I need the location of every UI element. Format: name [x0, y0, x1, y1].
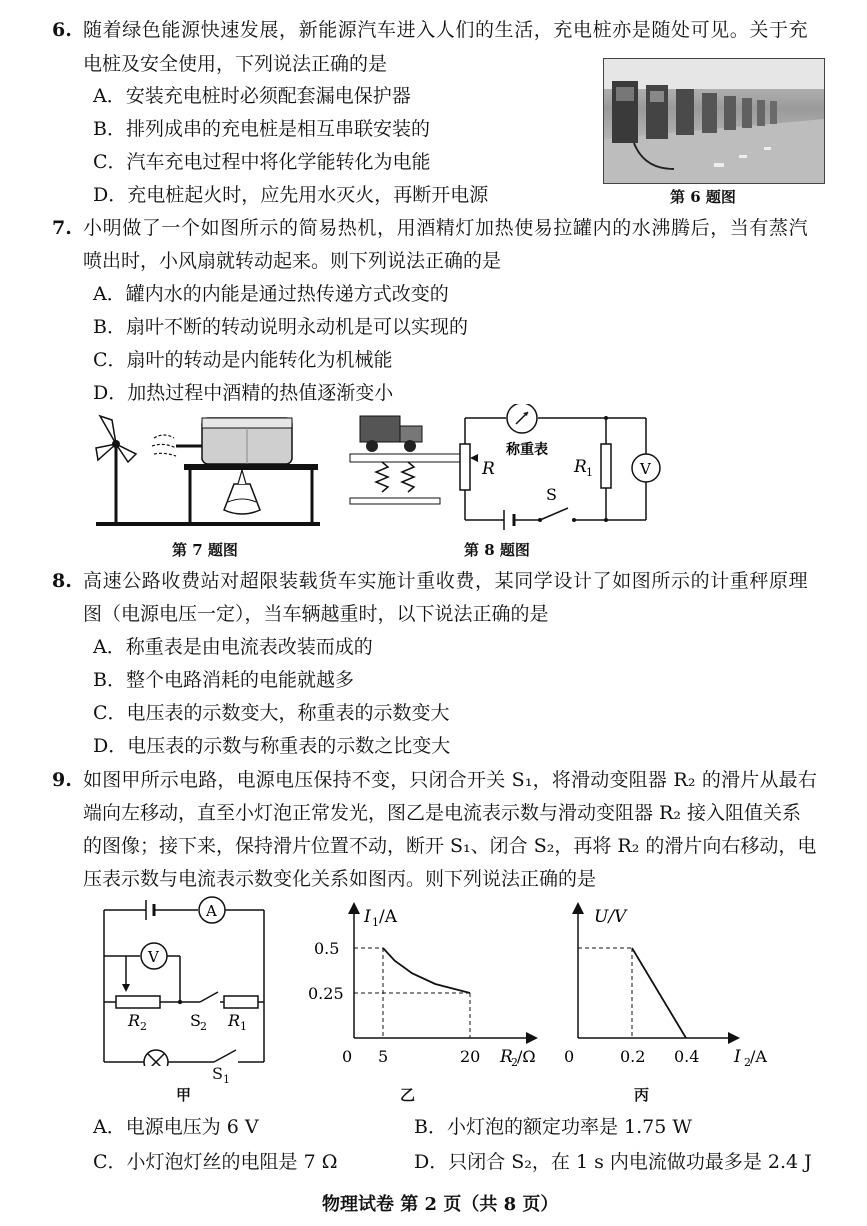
q6-number: 6. — [52, 19, 72, 41]
q9-stem-line3: 的图像；接下来，保持滑片位置不动，断开 S₁、闭合 S₂，再将 R₂ 的滑片向右移动，电 — [83, 835, 817, 857]
q7-option-b: B．扇叶不断的转动说明永动机是可以实现的 — [93, 316, 468, 338]
q9-option-d: D．只闭合 S₂，在 1 s 内电流做功最多是 2.4 J — [414, 1151, 812, 1173]
yi-ylabel: I — [364, 907, 371, 927]
r1-jia-subscript: 1 — [240, 1020, 247, 1033]
q7-option-a: A．罐内水的内能是通过热传递方式改变的 — [93, 283, 449, 305]
yi-ylabel-sub: 1 — [372, 916, 379, 929]
q8-option-b: B．整个电路消耗的电能就越多 — [93, 669, 354, 691]
ammeter-label: A — [206, 902, 217, 920]
q7-option-d: D．加热过程中酒精的热值逐渐变小 — [93, 382, 394, 404]
bing-xtick-04: 0.4 — [674, 1047, 700, 1066]
yi-xtick-5: 5 — [378, 1047, 389, 1066]
q7-stem-line1: 小明做了一个如图所示的简易热机，用酒精灯加热使易拉罐内的水沸腾后，当有蒸汽 — [83, 217, 809, 239]
bing-xlabel-unit: /A — [750, 1047, 767, 1066]
q6-option-a: A．安装充电桩时必须配套漏电保护器 — [93, 85, 411, 107]
charging-station-photo — [603, 58, 825, 184]
q6-option-c: C．汽车充电过程中将化学能转化为电能 — [93, 151, 431, 173]
rheostat-label: R — [482, 459, 495, 479]
r2-label: R — [128, 1011, 141, 1030]
yi-caption: 乙 — [400, 1086, 416, 1104]
jia-caption: 甲 — [176, 1086, 192, 1104]
yi-ytick-05: 0.5 — [314, 939, 340, 958]
voltmeter-label: V — [640, 460, 651, 478]
graph-yi-figure — [306, 900, 546, 1075]
q7-number: 7. — [52, 217, 72, 239]
yi-xlabel-sub: 2 — [511, 1056, 518, 1069]
switch-label: S — [546, 485, 557, 504]
q6-stem-line2: 电桩及安全使用，下列说法正确的是 — [83, 53, 388, 75]
weighing-circuit-figure — [342, 404, 682, 536]
bing-xlabel-sub: 2 — [744, 1056, 751, 1069]
yi-xtick-0: 0 — [342, 1047, 353, 1066]
bing-line — [632, 948, 686, 1038]
r1-subscript: 1 — [586, 466, 593, 479]
bing-xtick-02: 0.2 — [620, 1047, 646, 1066]
q8-stem-line1: 高速公路收费站对超限装载货车实施计重收费，某同学设计了如图所示的计重秤原理 — [83, 570, 809, 592]
s2-label: S — [190, 1011, 201, 1030]
q9-number: 9. — [52, 769, 72, 791]
s1-label: $S_1$ — [212, 1064, 230, 1087]
q9-stem-line4: 压表示数与电流表示数变化关系如图丙。则下列说法正确的是 — [83, 868, 597, 890]
q9-stem-line1: 如图甲所示电路，电源电压保持不变，只闭合开关 S₁，将滑动变阻器 R₂ 的滑片从最右 — [83, 769, 818, 791]
s2-subscript: 2 — [200, 1020, 207, 1033]
q7-figure-caption: 第 7 题图 — [172, 541, 238, 559]
q8-option-d: D．电压表的示数与称重表的示数之比变大 — [93, 735, 451, 757]
q8-number: 8. — [52, 570, 72, 592]
q8-option-c: C．电压表的示数变大，称重表的示数变大 — [93, 702, 450, 724]
q8-stem-line2: 图（电源电压一定），当车辆越重时，以下说法正确的是 — [83, 603, 549, 625]
q9-option-b: B．小灯泡的额定功率是 1.75 W — [414, 1116, 692, 1138]
q6-option-b: B．排列成串的充电桩是相互串联安装的 — [93, 118, 430, 140]
q8-figure-caption: 第 8 题图 — [464, 541, 530, 559]
q7-stem-line2: 喷出时，小风扇就转动起来。则下列说法正确的是 — [83, 250, 502, 272]
bing-xtick-0: 0 — [564, 1047, 575, 1066]
s1-subscript: 1 — [222, 1073, 230, 1087]
bing-ylabel: U/V — [594, 907, 627, 927]
q9-option-a: A．电源电压为 6 V — [93, 1116, 259, 1138]
page-footer: 物理试卷 第 2 页（共 8 页） — [322, 1194, 559, 1215]
circuit-jia-figure — [96, 896, 272, 1066]
r1-jia-label: R — [228, 1011, 241, 1030]
q8-option-a: A．称重表是由电流表改装而成的 — [93, 636, 373, 658]
weighing-meter-label: 称重表 — [506, 442, 548, 458]
q9-stem-line2: 端向左移动，直至小灯泡正常发光，图乙是电流表示数与滑动变阻器 R₂ 接入阻值关系 — [83, 802, 802, 824]
graph-bing-figure — [558, 900, 773, 1075]
q7-option-c: C．扇叶的转动是内能转化为机械能 — [93, 349, 393, 371]
q6-option-d: D．充电桩起火时，应先用水灭火，再断开电源 — [93, 184, 489, 206]
yi-ylabel-unit: /A — [379, 907, 398, 927]
heat-engine-figure — [92, 402, 324, 532]
yi-xtick-20: 20 — [460, 1047, 481, 1066]
r1-label: R — [574, 457, 587, 477]
r2-subscript: 2 — [140, 1020, 147, 1033]
bing-xlabel: I — [734, 1047, 741, 1067]
q6-figure-caption: 第 6 题图 — [670, 188, 736, 206]
q6-stem-line1: 随着绿色能源快速发展，新能源汽车进入人们的生活，充电桩亦是随处可见。关于充 — [83, 19, 809, 41]
yi-xlabel: R — [500, 1047, 513, 1067]
yi-xlabel-unit: /Ω — [517, 1047, 536, 1066]
bing-caption: 丙 — [634, 1086, 650, 1104]
q9-option-c: C．小灯泡灯丝的电阻是 7 Ω — [93, 1151, 338, 1173]
voltmeter-jia-label: V — [148, 948, 159, 966]
yi-curve — [383, 948, 470, 993]
yi-ytick-025: 0.25 — [308, 984, 344, 1003]
